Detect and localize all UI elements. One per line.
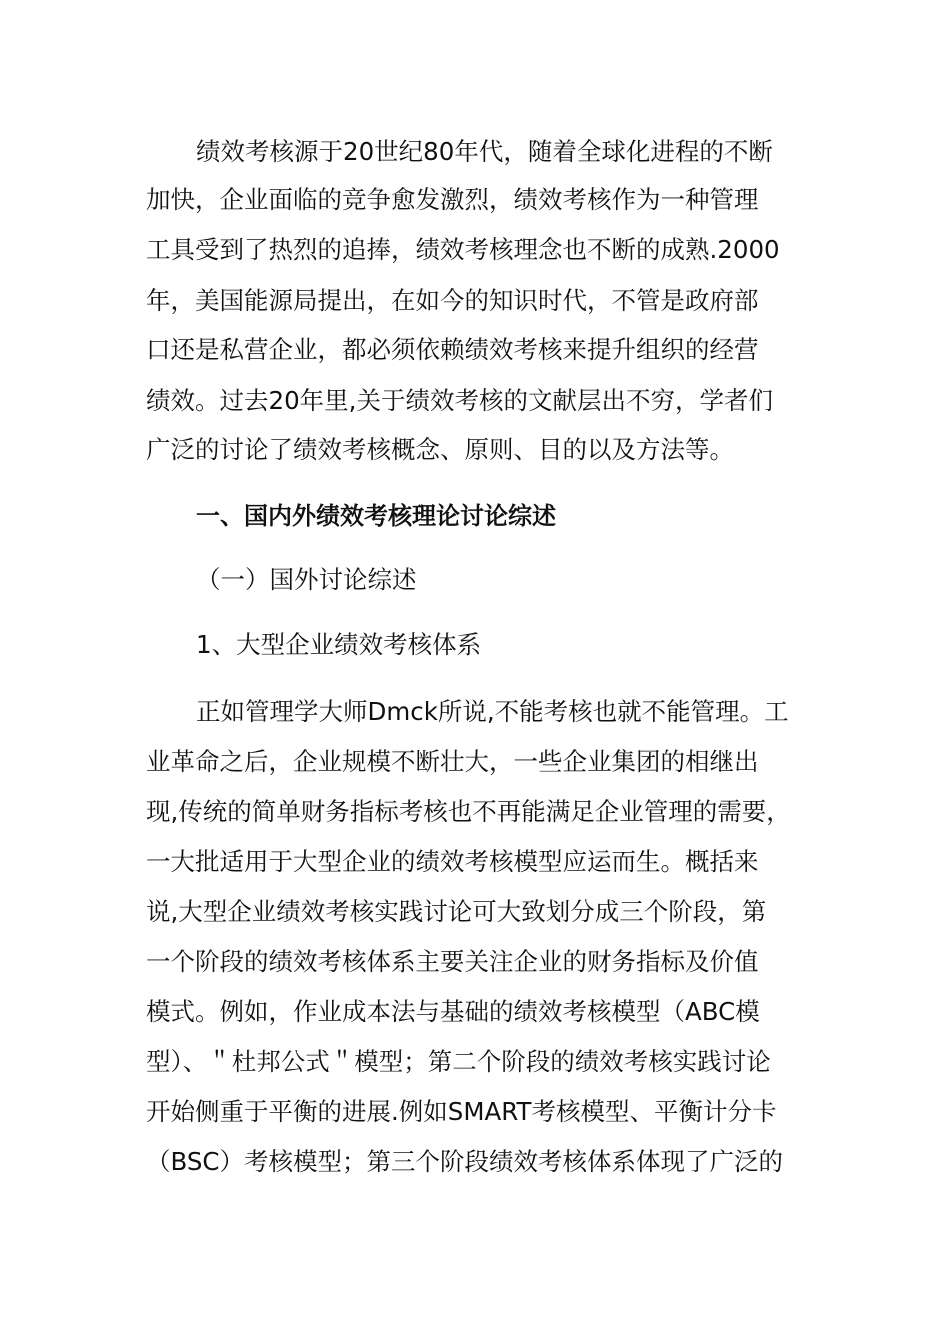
- intro-line-6: 绩效。过去20年里,关于绩效考核的文献层出不穷，学者们: [146, 386, 773, 415]
- subsection-heading: （一）国外讨论综述: [196, 565, 417, 594]
- intro-line-4: 年，美国能源局提出，在如今的知识时代，不管是政府部: [146, 286, 759, 315]
- item-heading: 1、大型企业绩效考核体系: [196, 630, 482, 659]
- intro-line-3: 工具受到了热烈的追捧，绩效考核理念也不断的成熟.2000: [146, 235, 780, 264]
- intro-line-5: 口还是私营企业，都必须依赖绩效考核来提升组织的经营: [146, 335, 759, 364]
- intro-line-2: 加快，企业面临的竞争愈发激烈，绩效考核作为一种管理: [146, 185, 759, 214]
- body-line-4: 一大批适用于大型企业的绩效考核模型应运而生。概括来: [146, 847, 759, 876]
- intro-line-1: 绩效考核源于20世纪80年代，随着全球化进程的不断: [196, 137, 773, 166]
- body-line-2: 业革命之后，企业规模不断壮大，一些企业集团的相继出: [146, 747, 759, 776]
- body-line-5: 说,大型企业绩效考核实践讨论可大致划分成三个阶段，第: [146, 897, 767, 926]
- intro-line-7: 广泛的讨论了绩效考核概念、原则、目的以及方法等。: [146, 435, 734, 464]
- body-line-7: 模式。例如，作业成本法与基础的绩效考核模型（ABC模: [146, 997, 760, 1026]
- body-line-6: 一个阶段的绩效考核体系主要关注企业的财务指标及价值: [146, 947, 759, 976]
- body-line-3: 现,传统的简单财务指标考核也不再能满足企业管理的需要，: [146, 797, 791, 826]
- section-heading: 一、国内外绩效考核理论讨论综述: [196, 502, 556, 530]
- body-line-10: （BSC）考核模型；第三个阶段绩效考核体系体现了广泛的: [146, 1147, 784, 1176]
- body-line-9: 开始侧重于平衡的进展.例如SMART考核模型、平衡计分卡: [146, 1097, 777, 1126]
- body-line-1: 正如管理学大师Dmck所说,不能考核也就不能管理。工: [196, 697, 789, 726]
- body-line-8: 型）、＂杜邦公式＂模型；第二个阶段的绩效考核实践讨论: [146, 1047, 771, 1076]
